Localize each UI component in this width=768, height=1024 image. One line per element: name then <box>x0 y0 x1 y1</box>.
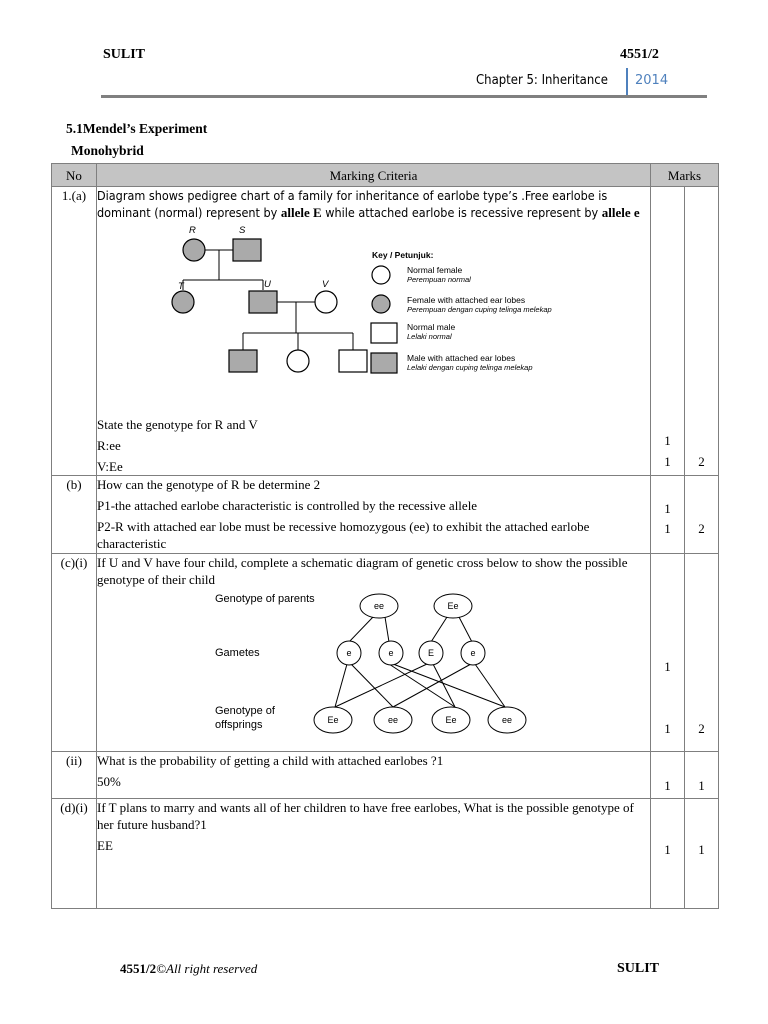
subsection-title: Monohybrid <box>71 143 144 158</box>
question-number: (ii) <box>52 752 97 799</box>
svg-text:Gametes: Gametes <box>215 647 260 659</box>
svg-text:Normal male: Normal male <box>407 322 456 332</box>
table-row <box>52 554 719 752</box>
key-attached-male-icon <box>371 353 397 373</box>
col-marks: Marks <box>651 164 719 187</box>
question-number: (c)(i) <box>52 554 97 752</box>
pedigree-child-3 <box>339 350 367 372</box>
total-marks: 2 <box>685 476 719 554</box>
pedigree-t <box>172 291 194 313</box>
svg-text:Ee: Ee <box>445 715 457 725</box>
key-normal-female-icon <box>372 266 390 284</box>
pedigree-r <box>183 239 205 261</box>
footer-sulit: SULIT <box>617 961 660 976</box>
label-t: T <box>178 281 184 292</box>
question-text: What is the probability of getting a child with attached earlobes ?1 <box>97 753 444 768</box>
point-1-text: P1-the attached earlobe characteristic is controlled by the recessive allele <box>97 498 478 513</box>
label-s: S <box>239 225 246 236</box>
svg-text:Genotype of: Genotype of <box>215 705 275 717</box>
key-title: Key / Petunjuk: <box>372 250 434 260</box>
pedigree-v <box>315 291 337 313</box>
pedigree-child-1 <box>229 350 257 372</box>
marking-table <box>51 163 719 909</box>
question-number: (d)(i) <box>52 799 97 909</box>
chapter-title: Chapter 5: Inheritance <box>476 73 608 88</box>
section-title: 5.1Mendel’s Experiment <box>66 121 208 136</box>
svg-text:offsprings: offsprings <box>215 719 263 731</box>
svg-text:e: e <box>346 648 352 658</box>
col-no: No <box>52 164 97 187</box>
table-row <box>52 752 719 799</box>
answer-text: EE <box>97 838 113 853</box>
svg-text:E: E <box>427 648 435 658</box>
point-marks: 1 1 <box>651 476 685 554</box>
answer-text: 50% <box>97 774 121 789</box>
point-2-text: P2-R with attached ear lobe must be recessive homozygous (ee) to exhibit the attached earlobe characteristic <box>97 519 590 551</box>
criteria-cell <box>97 554 651 752</box>
total-marks: 2 <box>685 554 719 752</box>
svg-text:ee: ee <box>501 715 513 725</box>
point-marks: 1 <box>651 799 685 909</box>
total-marks: 2 <box>685 187 719 476</box>
question-number: 1.(a) <box>52 187 97 476</box>
svg-text:Perempuan normal: Perempuan normal <box>407 275 471 284</box>
svg-text:ee: ee <box>373 601 385 611</box>
header-rule <box>101 95 707 98</box>
question-number: (b) <box>52 476 97 554</box>
svg-text:Lelaki dengan cuping telinga m: Lelaki dengan cuping telinga melekap <box>407 363 533 372</box>
svg-text:Ee: Ee <box>447 601 459 611</box>
svg-text:Male with attached ear lobes: Male with attached ear lobes <box>407 353 516 363</box>
table-row <box>52 799 719 909</box>
point-marks: 1 1 <box>651 187 685 476</box>
point-marks: 1 1 <box>651 554 685 752</box>
svg-text:Lelaki normal: Lelaki normal <box>407 332 452 341</box>
answer-r: R:ee <box>97 438 121 453</box>
footer-copyright: 4551/2©All right reserved <box>120 961 258 976</box>
header-sulit: SULIT <box>103 47 146 62</box>
label-u: U <box>264 279 271 290</box>
svg-text:ee: ee <box>387 715 399 725</box>
criteria-cell <box>97 752 651 799</box>
svg-text:e: e <box>388 648 394 658</box>
pedigree-chart <box>163 225 633 390</box>
question-text: If T plans to marry and wants all of her children to have free earlobes, What is the possible genotype of her future husband?1 <box>97 800 634 832</box>
answer-v: V:Ee <box>97 459 123 474</box>
pedigree-child-2 <box>287 350 309 372</box>
svg-text:Normal female: Normal female <box>407 265 463 275</box>
header-paper-code: 4551/2 <box>620 47 659 62</box>
svg-text:e: e <box>470 648 476 658</box>
pedigree-s <box>233 239 261 261</box>
svg-text:Female with attached ear lobes: Female with attached ear lobes <box>407 295 526 305</box>
total-marks: 1 <box>685 799 719 909</box>
question-text: If U and V have four child, complete a schematic diagram of genetic cross below to show the possible genotype of their child <box>97 555 628 587</box>
criteria-cell <box>97 187 651 476</box>
year-divider <box>626 68 628 95</box>
col-criteria: Marking Criteria <box>97 164 651 187</box>
genetic-cross-diagram <box>207 590 627 742</box>
question-intro: Diagram shows pedigree chart of a family for inheritance of earlobe type’s .Free earlobe is dominant (normal) represent by allele E while attached earlobe is recessive represent by allele e <box>97 188 640 220</box>
svg-text:Ee: Ee <box>327 715 339 725</box>
table-row <box>52 476 719 554</box>
point-marks: 1 <box>651 752 685 799</box>
table-header-row <box>52 164 719 187</box>
key-normal-male-icon <box>371 323 397 343</box>
label-v: V <box>322 279 329 290</box>
question-text: State the genotype for R and V <box>97 417 258 432</box>
svg-text:Perempuan dengan cuping teling: Perempuan dengan cuping telinga melekap <box>407 305 552 314</box>
total-marks: 1 <box>685 752 719 799</box>
key-attached-female-icon <box>372 295 390 313</box>
question-text: How can the genotype of R be determine 2 <box>97 477 321 492</box>
label-r: R <box>189 225 196 236</box>
table-row <box>52 187 719 476</box>
criteria-cell <box>97 476 651 554</box>
svg-text:Genotype of parents: Genotype of parents <box>215 593 315 605</box>
pedigree-u <box>249 291 277 313</box>
criteria-cell <box>97 799 651 909</box>
header-year: 2014 <box>635 73 669 88</box>
